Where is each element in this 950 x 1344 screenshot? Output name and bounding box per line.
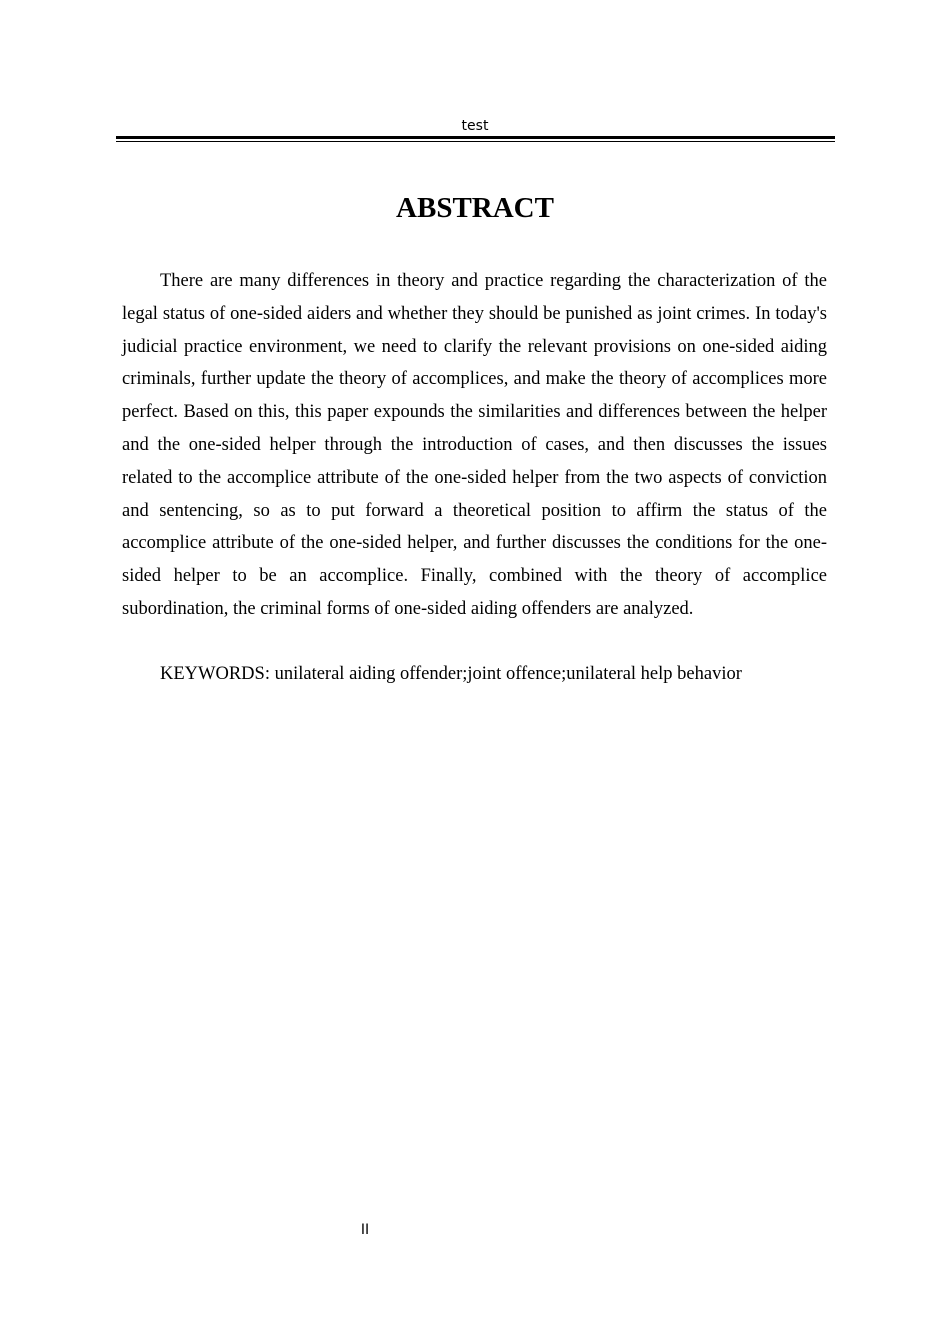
- page-number: II: [360, 1222, 370, 1238]
- header-rule-thick: [116, 136, 835, 139]
- keywords-line: KEYWORDS: unilateral aiding offender;joint offence;unilateral help behavior: [160, 664, 742, 684]
- page-header: test: [461, 118, 489, 134]
- header-rule-thin: [116, 141, 835, 142]
- abstract-title: ABSTRACT: [396, 192, 554, 224]
- abstract-paragraph: There are many differences in theory and practice regarding the characterization of the legal status of one-sided aiders and whether they should be punished as joint crimes. In today's judicial practice environment, we need to clarify the relevant provisions on one-sided aiding criminals, further update the theory of accomplices, and make the theory of accomplices more perfect. Based on this, this paper expounds the similarities and differences between the helper and the one-sided helper through the introduction of cases, and then discusses the issues related to the accomplice attribute of the one-sided helper from the two aspects of conviction and sentencing, so as to put forward a theoretical position to affirm the status of the accomplice attribute of the one-sided helper, and further discusses the conditions for the one-sided helper to be an accomplice. Finally, combined with the theory of accomplice subordination, the criminal forms of one-sided aiding offenders are analyzed.: [122, 271, 827, 619]
